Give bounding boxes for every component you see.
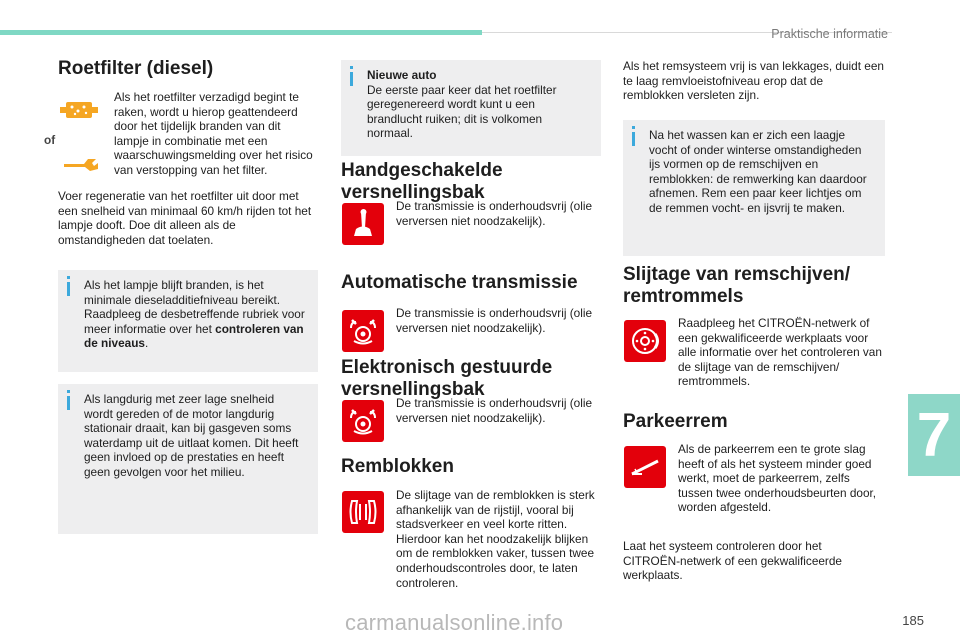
- note-low-additive: [58, 270, 318, 372]
- title-brake-discs: Slijtage van remschijven/ remtrommels: [623, 264, 851, 307]
- chapter-tab[interactable]: 7: [908, 394, 960, 476]
- title-electronic-gearbox: Elektronisch gestuurde versnellingsbak: [341, 357, 553, 400]
- automatic-gearbox-icon: [342, 310, 384, 352]
- particle-filter-intro: Als het roetfilter verzadigd begint te raken, wordt u hierop geattendeerd door het tijdelijk branden van dit lampje in combinatie met een waarschuwingsmelding over het risico van verstopping van het filter.: [114, 90, 313, 177]
- title-particle-filter: Roetfilter (diesel): [58, 58, 214, 79]
- page-number: 185: [902, 613, 924, 628]
- title-automatic-transmission: Automatische transmissie: [341, 272, 578, 293]
- title-brake-pads: Remblokken: [341, 456, 454, 477]
- header-accent-bar: [0, 30, 482, 35]
- info-icon: [350, 72, 353, 86]
- title-manual-gearbox: Handgeschakelde versnellingsbak: [341, 160, 503, 203]
- brake-fluid-intro: Als het remsysteem vrij is van lekkages, duidt een te laag remvloeistofniveau erop dat de remblokken versleten zijn.: [623, 59, 884, 103]
- or-label: of: [44, 133, 56, 147]
- title-parking-brake: Parkeerrem: [623, 411, 728, 432]
- brake-disc-icon: [624, 320, 666, 362]
- brake-pads-text: De slijtage van de remblokken is sterk afhankelijk van de rijstijl, vooral bij stadsverkeer en veel korte ritten. Hierdoor kan het noodzakelijk blijken om de remblokken vaker, tussen twee onderhoudscontroles door, te laten controleren.: [396, 488, 595, 590]
- new-car-text: De eerste paar keer dat het roetfilter geregenereerd wordt kunt u een brandlucht ruiken; dit is volkomen normaal.: [367, 82, 557, 141]
- note2-text: Als langdurig met zeer lage snelheid wordt gereden of de motor langdurig stationair draait, kan bij gasgeven soms waterdamp uit de uitlaat komen. Dit heeft geen invloed op de prestaties en heeft geen gevolgen voor het milieu.: [84, 392, 299, 479]
- manual-gearbox-text: De transmissie is onderhoudsvrij (olie verversen niet noodzakelijk).: [396, 199, 593, 228]
- manual-gearbox-icon: [342, 203, 384, 245]
- info-icon: [67, 282, 70, 296]
- particle-filter-body: Voer regeneratie van het roetfilter uit door met een snelheid van minimaal 60 km/h rijden tot het lampje dooft. Doe dit alleen als de omstandigheden dat toelaten.: [58, 189, 312, 247]
- electronic-gearbox-text: De transmissie is onderhoudsvrij (olie verversen niet noodzakelijk).: [396, 396, 593, 425]
- parking-brake-text-2: Laat het systeem controleren door het CITROËN-netwerk of een gekwalificeerde werkplaats.: [623, 539, 842, 583]
- note-water-vapour: [58, 384, 318, 534]
- automatic-transmission-text: De transmissie is onderhoudsvrij (olie verversen niet noodzakelijk).: [396, 306, 593, 335]
- info-icon: [67, 396, 70, 410]
- info-icon: [632, 132, 635, 146]
- electronic-gearbox-icon: [342, 400, 384, 442]
- watermark: carmanualsonline.info: [345, 610, 564, 635]
- parking-brake-icon: [624, 446, 666, 488]
- parking-brake-text: Als de parkeerrem een te grote slag heeft of als het systeem minder goed werkt, moet de parkeerrem, zelfs tussen twee onderhoudsbeurten door, worden afgesteld.: [678, 442, 877, 515]
- section-title: Praktische informatie: [771, 27, 888, 41]
- brake-pads-icon: [342, 491, 384, 533]
- note1-text: Als het lampje blijft branden, is het minimale dieseladditiefniveau bereikt. Raadpleeg de desbetreffende rubriek voor meer informatie over het: [84, 278, 305, 336]
- note-new-car: [341, 60, 601, 156]
- brake-discs-text: Raadpleeg het CITROËN-netwerk of een gekwalificeerde werkplaats voor alle informatie over het controleren van de slijtage van de remschijven/ remtrommels.: [678, 316, 882, 389]
- note1-link: controleren van de niveaus: [84, 321, 304, 351]
- note-wet-brakes: [623, 120, 885, 256]
- wet-brakes-text: Na het wassen kan er zich een laagje vocht of onder winterse omstandigheden ijs vormen op de remschijven en remblokken: de remwerking kan daardoor afnemen. Rem een paar keer lichtjes om de remmen vocht- en ijsvrij te maken.: [649, 128, 867, 215]
- new-car-title: Nieuwe auto: [367, 68, 437, 82]
- particle-filter-icon: [58, 95, 102, 125]
- wrench-icon: [58, 150, 102, 176]
- note1-end: .: [144, 336, 149, 351]
